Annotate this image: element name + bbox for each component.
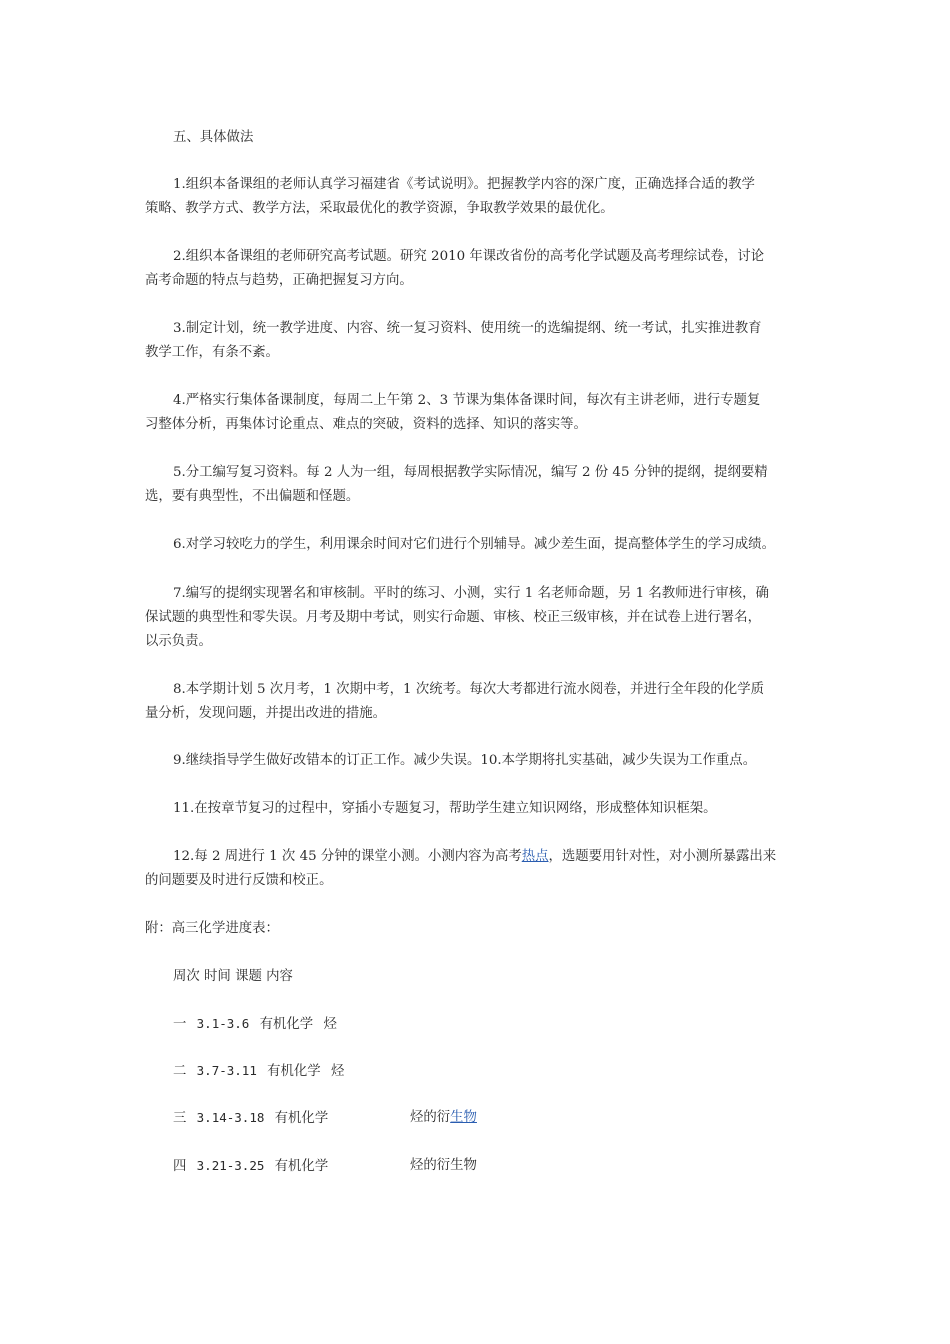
item-line: 11.在按章节复习的过程中，穿插小专题复习，帮助学生建立知识网络，形成整体知识框架。 [173,801,717,816]
item-line: 4.严格实行集体备课制度，每周二上午第 2、3 节课为集体备课时间，每次有主讲老师，进行专题复 [173,393,761,408]
item-text: 12.每 2 周进行 1 次 45 分钟的课堂小测。小测内容为高考 [173,849,522,864]
item-line [145,845,810,869]
topic-cell: 有机化学 [274,1159,329,1174]
table-row [173,1106,477,1131]
item-line: 教学工作，有条不紊。 [145,345,279,360]
content-cell: 烃 [323,1017,337,1032]
item-line: 的问题要及时进行反馈和校正。 [145,873,333,888]
item-line: 7.编写的提纲实现署名和审核制。平时的练习、小测，实行 1 名老师命题，另 1 名教师进行审核，确 [173,586,769,601]
week-cell: 三 [173,1111,187,1126]
item-line: 1.组织本备课组的老师认真学习福建省《考试说明》。把握教学内容的深广度，正确选择合适的教学 [173,177,755,192]
table-row [173,1012,337,1037]
content-cell: 烃的衍生物 [410,1158,477,1173]
item-line: 保试题的典型性和零失误。月考及期中考试，则实行命题、审核、校正三级审核，并在试卷上进行署名， [145,610,761,625]
section-heading: 五、具体做法 [173,130,254,145]
item-text: ，选题要用针对性，对小测所暴露出来 [548,849,777,864]
table-row [173,1154,477,1179]
item-line: 高考命题的特点与趋势，正确把握复习方向。 [145,273,413,288]
appendix-title: 附：高三化学进度表： [145,921,279,936]
week-cell: 一 [173,1017,187,1032]
item-line: 9.继续指导学生做好改错本的订正工作。减少失误。10.本学期将扎实基础，减少失误为工作重点。 [173,753,757,768]
item-line: 以示负责。 [145,634,212,649]
item-line: 6.对学习较吃力的学生，利用课余时间对它们进行个别辅导。减少差生面，提高整体学生的学习成绩。 [173,537,775,552]
content-cell: 烃 [330,1064,345,1079]
item-line: 策略、教学方式、教学方法，采取最优化的教学资源，争取教学效果的最优化。 [145,201,614,216]
table-row [173,1059,344,1084]
time-cell: 3.21-3.25 [196,1158,265,1173]
list-item-7 [145,582,810,654]
list-item-5 [145,461,810,509]
hotspot-link[interactable]: 热点 [521,849,549,864]
week-cell: 四 [173,1159,187,1174]
topic-cell: 有机化学 [267,1064,321,1079]
time-cell: 3.14-3.18 [196,1110,265,1125]
derivative-link[interactable]: 生物 [450,1110,477,1125]
list-item-12 [145,845,810,893]
item-line: 3.制定计划，统一教学进度、内容、统一复习资料、使用统一的选编提纲、统一考试，扎实推进教育 [173,321,762,336]
item-line: 习整体分析，再集体讨论重点、难点的突破，资料的选择、知识的落实等。 [145,417,587,432]
item-line: 2.组织本备课组的老师研究高考试题。研究 2010 年课改省份的高考化学试题及高考理综试卷，讨论 [173,249,764,264]
list-item-1 [145,173,810,221]
list-item-4 [145,389,810,437]
item-line: 8.本学期计划 5 次月考，1 次期中考，1 次统考。每次大考都进行流水阅卷，并进行全年段的化学质 [173,682,764,697]
item-line: 量分析，发现问题，并提出改进的措施。 [145,706,387,721]
list-item-2 [145,245,810,293]
list-item-6 [145,533,810,557]
content-text: 烃的衍 [410,1110,451,1125]
list-item-11 [145,797,810,821]
table-header: 周次 时间 课题 内容 [173,969,293,984]
week-cell: 二 [173,1064,187,1079]
list-item-3 [145,317,810,365]
list-item-9 [145,749,810,773]
time-cell: 3.1-3.6 [196,1016,250,1031]
topic-cell: 有机化学 [259,1017,314,1032]
topic-cell: 有机化学 [274,1111,329,1126]
list-item-8 [145,678,810,726]
time-cell: 3.7-3.11 [196,1063,257,1078]
item-line: 选，要有典型性，不出偏题和怪题。 [145,489,360,504]
content-cell [410,1106,477,1130]
item-line: 5.分工编写复习资料。每 2 人为一组，每周根据教学实际情况，编写 2 份 45 分钟的提纲，提纲要精 [173,465,768,480]
